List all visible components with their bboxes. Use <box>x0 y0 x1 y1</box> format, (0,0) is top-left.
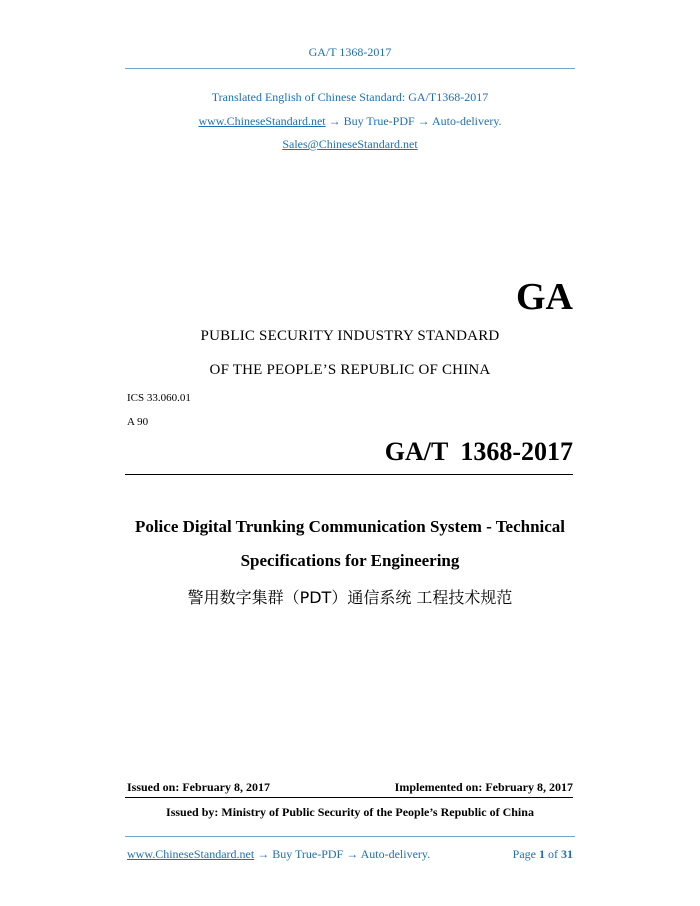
footer-divider <box>125 836 575 837</box>
issuing-authority: Issued by: Ministry of Public Security of the People’s Republic of China <box>166 805 534 819</box>
header-divider <box>125 68 575 69</box>
standard-number: GA/T 1368-2017 <box>384 437 573 466</box>
purchase-line <box>0 114 700 129</box>
standard-mark: GA <box>516 276 573 318</box>
issued-date: Issued on: February 8, 2017 <box>127 780 271 794</box>
arrow-icon: → <box>254 847 273 861</box>
arrow-icon: → <box>343 847 361 861</box>
arrow-icon: → <box>414 114 433 128</box>
title-chinese: 警用数字集群（PDT）通信系统 工程技术规范 <box>187 588 513 607</box>
title-line-1: Police Digital Trunking Communication System - Technical <box>134 517 566 536</box>
email-line <box>0 137 700 152</box>
buy-text: Buy True-PDF <box>272 847 344 861</box>
footer-purchase-line <box>127 847 430 862</box>
ccs-code: A 90 <box>127 416 149 428</box>
running-header: GA/T 1368-2017 <box>308 45 392 59</box>
footer-website-link[interactable]: www.ChineseStandard.net <box>127 847 255 861</box>
dates-rule <box>125 797 573 798</box>
organization-line-2: OF THE PEOPLE’S REPUBLIC OF CHINA <box>209 362 491 378</box>
page-indicator <box>513 847 573 862</box>
page-label: Page <box>512 847 536 861</box>
standard-number-rule <box>125 474 573 475</box>
ics-code: ICS 33.060.01 <box>127 392 191 404</box>
page-of: of <box>548 847 558 861</box>
delivery-text: Auto-delivery. <box>360 847 431 861</box>
page-total: 31 <box>561 847 573 861</box>
delivery-text: Auto-delivery. <box>432 114 502 128</box>
buy-text: Buy True-PDF <box>343 114 415 128</box>
title-line-2: Specifications for Engineering <box>240 551 460 570</box>
page-current: 1 <box>539 847 545 861</box>
website-link[interactable]: www.ChineseStandard.net <box>198 114 326 128</box>
arrow-icon: → <box>325 114 344 128</box>
organization-line-1: PUBLIC SECURITY INDUSTRY STANDARD <box>200 328 500 344</box>
email-link[interactable]: Sales@ChineseStandard.net <box>282 137 418 151</box>
translation-notice: Translated English of Chinese Standard: GA/T1368-2017 <box>211 90 489 104</box>
implemented-date: Implemented on: February 8, 2017 <box>394 780 573 794</box>
